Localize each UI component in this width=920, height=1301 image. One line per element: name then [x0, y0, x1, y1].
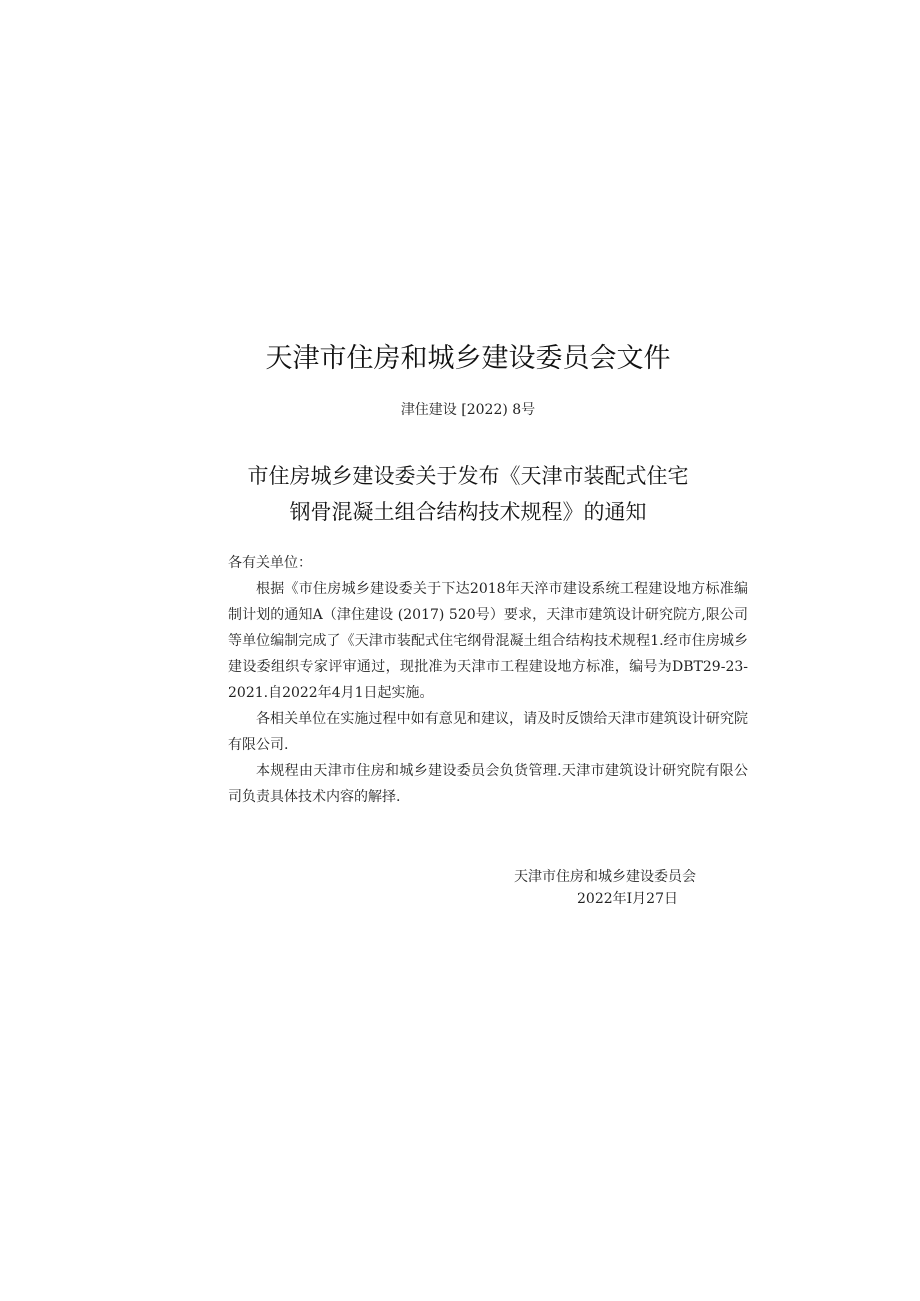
salutation: 各有关单位： — [228, 555, 312, 571]
signature-organization: 天津市住房和城乡建设委员会 — [514, 869, 696, 885]
body-paragraph-1: 根据《市住房城乡建设委关于下达2018年天淬市建设系统工程建设地方标准编制计划的通知A（津住建设 (2017) 520号）要求，天津市建筑设计研究院方,限公司等单位编制完成了《天津市装配式住宅纲骨混凝土组合结构技术规程1.经市住房城乡建设委组织专家评审通过，现批准为天津市工程建设地方标准，编号为DBT29-23-2021.自2022年4月1日起实施。 — [228, 581, 748, 701]
notice-title-line-1: 市住房城乡建设委关于发布《天津市装配式住宅 — [247, 464, 689, 488]
document-number: 津住建设 [2022) 8号 — [400, 402, 536, 418]
notice-title-line-2: 钢骨混凝土组合结构技术规程》的通知 — [289, 500, 647, 524]
body-paragraph-3: 本规程由天津市住房和城乡建设委员会负货管理.天津市建筑设计研究院有限公司负责具体技术内容的解择. — [228, 763, 748, 805]
notice-body — [228, 576, 748, 810]
body-paragraph-2: 各相关单位在实施过程中如有意见和建议，请及时反馈给天津市建筑设计研究院有限公司. — [228, 711, 748, 753]
signature-date: 2022年I月27日 — [577, 891, 678, 907]
document-header: 天津市住房和城乡建设委员会文件 — [265, 343, 671, 374]
